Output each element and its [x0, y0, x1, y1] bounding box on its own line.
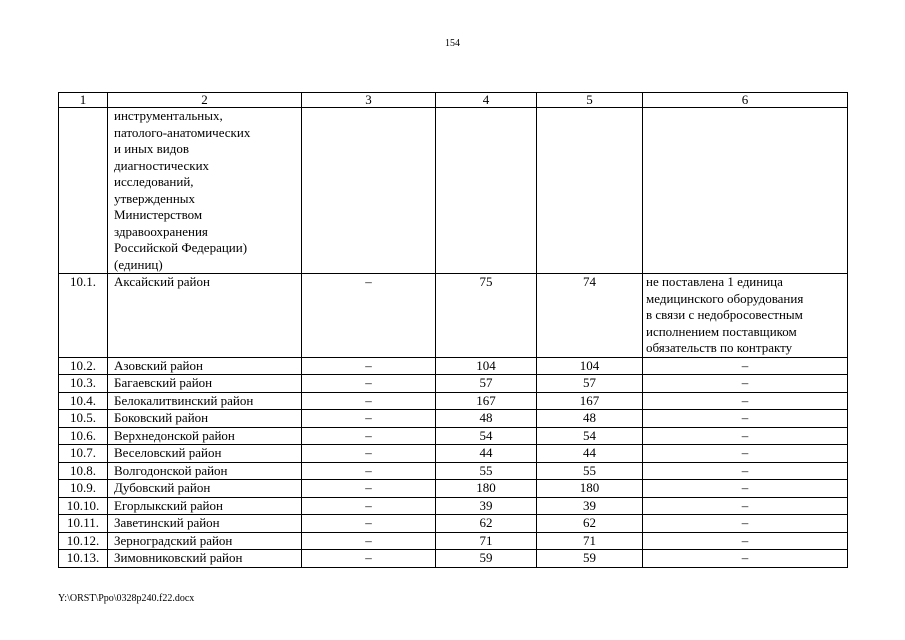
table-row	[59, 274, 848, 358]
cell-c5: 74	[537, 274, 643, 358]
cell-c5: 48	[537, 410, 643, 428]
cell-c3: –	[302, 532, 436, 550]
cell-c3: –	[302, 375, 436, 393]
table-row	[59, 462, 848, 480]
header-cell-6: 6	[643, 93, 848, 108]
cell-c4: 44	[436, 445, 537, 463]
table-row	[59, 357, 848, 375]
cell-c6	[643, 108, 848, 274]
cell-c3: –	[302, 550, 436, 568]
row-number: 10.12.	[59, 532, 108, 550]
text-line: утвержденных	[114, 190, 196, 206]
district-name: Веселовский район	[108, 445, 302, 463]
table-row	[59, 515, 848, 533]
cell-c3: –	[302, 497, 436, 515]
header-cell-5: 5	[537, 93, 643, 108]
file-path-footer: Y:\ORST\Ppo\0328p240.f22.docx	[58, 593, 195, 604]
text-line: Российской Федерации)	[114, 240, 248, 255]
table-row	[59, 532, 848, 550]
table-row	[59, 427, 848, 445]
district-name: Азовский район	[108, 357, 302, 375]
cell-c5: 167	[537, 392, 643, 410]
cell-c3	[302, 108, 436, 274]
district-name: Зерноградский район	[108, 532, 302, 550]
cell-c5: 39	[537, 497, 643, 515]
table-row	[59, 375, 848, 393]
note-line: медицинского оборудования	[646, 290, 804, 306]
row-number: 10.2.	[59, 357, 108, 375]
cell-c4: 104	[436, 357, 537, 375]
cell-c3: –	[302, 462, 436, 480]
district-name: Белокалитвинский район	[108, 392, 302, 410]
row-number: 10.13.	[59, 550, 108, 568]
header-cell-1: 1	[59, 93, 108, 108]
note-line: не поставлена 1 единица	[646, 274, 783, 289]
text-line: и иных видов	[114, 141, 189, 156]
cell-c4: 55	[436, 462, 537, 480]
note-cell: –	[643, 480, 848, 498]
district-name: Багаевский район	[108, 375, 302, 393]
cell-c4: 48	[436, 410, 537, 428]
note-cell: –	[643, 462, 848, 480]
district-name: Боковский район	[108, 410, 302, 428]
data-table	[58, 92, 848, 568]
note-cell: –	[643, 375, 848, 393]
cell-c4: 57	[436, 375, 537, 393]
continuation-row	[59, 108, 848, 274]
cell-c5: 62	[537, 515, 643, 533]
header-row	[59, 93, 848, 108]
table-row	[59, 480, 848, 498]
row-number: 10.3.	[59, 375, 108, 393]
row-number: 10.7.	[59, 445, 108, 463]
cell-c4: 71	[436, 532, 537, 550]
cell-c4: 62	[436, 515, 537, 533]
cell-c4: 39	[436, 497, 537, 515]
note-cell	[643, 274, 848, 358]
district-name: Верхнедонской район	[108, 427, 302, 445]
cell-c5: 55	[537, 462, 643, 480]
cell-c3: –	[302, 427, 436, 445]
district-name: Заветинский район	[108, 515, 302, 533]
cell-c5: 59	[537, 550, 643, 568]
row-number: 10.9.	[59, 480, 108, 498]
cell-c5: 57	[537, 375, 643, 393]
cell-c5: 180	[537, 480, 643, 498]
cell-c5: 71	[537, 532, 643, 550]
row-number: 10.6.	[59, 427, 108, 445]
text-line: (единиц)	[114, 256, 163, 272]
note-cell: –	[643, 550, 848, 568]
row-number: 10.11.	[59, 515, 108, 533]
cell-c3: –	[302, 445, 436, 463]
table-row	[59, 445, 848, 463]
row-number: 10.5.	[59, 410, 108, 428]
text-line: диагностических	[114, 157, 210, 173]
table-row	[59, 550, 848, 568]
row-number: 10.4.	[59, 392, 108, 410]
cell-c3: –	[302, 274, 436, 358]
row-number: 10.1.	[59, 274, 108, 358]
text-line: здравоохранения	[114, 223, 208, 239]
row-number: 10.8.	[59, 462, 108, 480]
district-name: Дубовский район	[108, 480, 302, 498]
cell-num	[59, 108, 108, 274]
continuation-text	[108, 108, 302, 274]
district-name: Зимовниковский район	[108, 550, 302, 568]
header-cell-3: 3	[302, 93, 436, 108]
cell-c4: 54	[436, 427, 537, 445]
row-number: 10.10.	[59, 497, 108, 515]
note-cell: –	[643, 357, 848, 375]
cell-c3: –	[302, 410, 436, 428]
page-number: 154	[445, 38, 460, 49]
data-table-container	[58, 92, 847, 568]
cell-c3: –	[302, 515, 436, 533]
cell-c3: –	[302, 480, 436, 498]
note-cell: –	[643, 445, 848, 463]
cell-c4	[436, 108, 537, 274]
note-cell: –	[643, 427, 848, 445]
note-cell: –	[643, 515, 848, 533]
note-cell: –	[643, 532, 848, 550]
text-line: инструментальных,	[114, 108, 223, 123]
text-line: патолого-анатомических	[114, 124, 251, 140]
district-name: Волгодонской район	[108, 462, 302, 480]
table-row	[59, 392, 848, 410]
text-line: Министерством	[114, 207, 203, 222]
note-cell: –	[643, 392, 848, 410]
note-cell: –	[643, 497, 848, 515]
header-cell-2: 2	[108, 93, 302, 108]
table-row	[59, 410, 848, 428]
cell-c5	[537, 108, 643, 274]
cell-c5: 104	[537, 357, 643, 375]
cell-c4: 75	[436, 274, 537, 358]
district-name: Егорлыкский район	[108, 497, 302, 515]
cell-c4: 167	[436, 392, 537, 410]
cell-c3: –	[302, 357, 436, 375]
district-name: Аксайский район	[108, 274, 302, 358]
header-cell-4: 4	[436, 93, 537, 108]
cell-c4: 180	[436, 480, 537, 498]
table-row	[59, 497, 848, 515]
cell-c5: 44	[537, 445, 643, 463]
cell-c4: 59	[436, 550, 537, 568]
cell-c3: –	[302, 392, 436, 410]
note-line: обязательств по контракту	[646, 340, 793, 355]
cell-c5: 54	[537, 427, 643, 445]
note-line: исполнением поставщиком	[646, 323, 797, 339]
text-line: исследований,	[114, 174, 194, 189]
note-line: в связи с недобросовестным	[646, 307, 803, 322]
note-cell: –	[643, 410, 848, 428]
